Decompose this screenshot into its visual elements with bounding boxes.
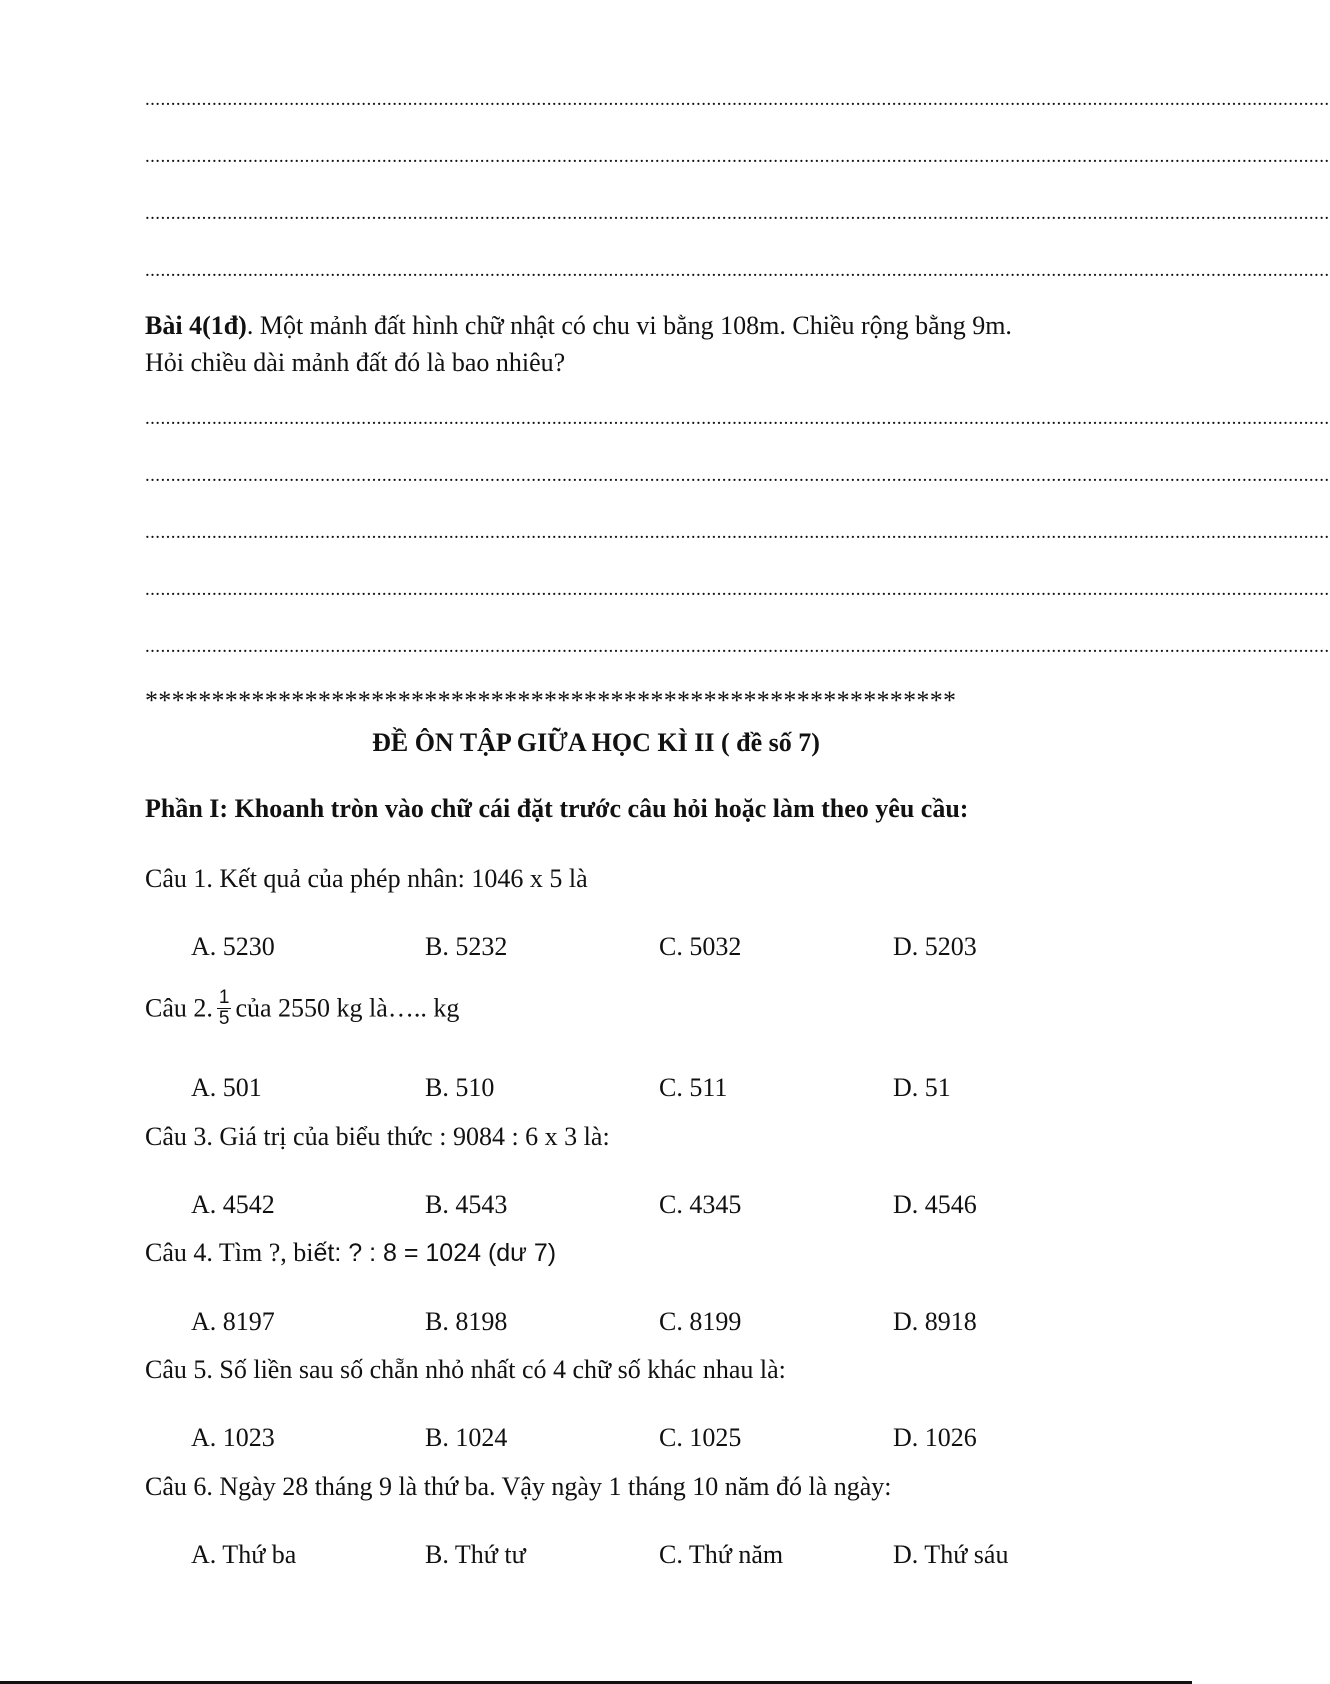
option-3c[interactable]: C. 4345 (659, 1190, 742, 1219)
option-2b[interactable]: B. 510 (425, 1073, 495, 1102)
bai4-line2: Hỏi chiều dài mảnh đất đó là bao nhiêu? (145, 348, 566, 377)
answer-line: ...................................................................................................................................................................................................................................... (145, 89, 1330, 110)
answer-line: ...................................................................................................................................................................................................................................... (145, 579, 1330, 600)
answer-line: ...................................................................................................................................................................................................................................... (145, 636, 1330, 657)
answer-line: ...................................................................................................................................................................................................................................... (145, 465, 1330, 486)
option-4d[interactable]: D. 8918 (893, 1307, 977, 1336)
bai4-line1 (145, 307, 1012, 345)
option-3d[interactable]: D. 4546 (893, 1190, 977, 1219)
option-2d[interactable]: D. 51 (893, 1073, 951, 1102)
exam-title: ĐỀ ÔN TẬP GIỮA HỌC KÌ II ( đề số 7) (372, 728, 820, 757)
answer-line: ...................................................................................................................................................................................................................................... (145, 522, 1330, 543)
option-3b[interactable]: B. 4543 (425, 1190, 508, 1219)
section-heading: Phần I: Khoanh tròn vào chữ cái đặt trước câu hỏi hoặc làm theo yêu cầu: (145, 794, 969, 823)
option-2c[interactable]: C. 511 (659, 1073, 728, 1102)
option-3a[interactable]: A. 4542 (191, 1190, 275, 1219)
option-1b[interactable]: B. 5232 (425, 932, 508, 961)
option-1c[interactable]: C. 5032 (659, 932, 742, 961)
question-2-suffix: của 2550 kg là….. kg (235, 993, 460, 1023)
question-3: Câu 3. Giá trị của biểu thức : 9084 : 6 x 3 là: (145, 1122, 610, 1151)
question-5: Câu 5. Số liền sau số chẵn nhỏ nhất có 4 chữ số khác nhau là: (145, 1355, 786, 1384)
option-6b[interactable]: B. Thứ tư (425, 1540, 526, 1569)
option-5d[interactable]: D. 1026 (893, 1423, 977, 1452)
question-1: Câu 1. Kết quả của phép nhân: 1046 x 5 là (145, 864, 588, 893)
answer-line: ...................................................................................................................................................................................................................................... (145, 203, 1330, 224)
question-6: Câu 6. Ngày 28 tháng 9 là thứ ba. Vậy ngày 1 tháng 10 năm đó là ngày: (145, 1472, 892, 1501)
option-4c[interactable]: C. 8199 (659, 1307, 742, 1336)
option-4a[interactable]: A. 8197 (191, 1307, 275, 1336)
option-2a[interactable]: A. 501 (191, 1073, 262, 1102)
option-6c[interactable]: C. Thứ năm (659, 1540, 784, 1569)
answer-line: ...................................................................................................................................................................................................................................... (145, 260, 1330, 281)
question-4-suffix: ết: ? : 8 = 1024 (dư 7) (313, 1239, 557, 1267)
option-1a[interactable]: A. 5230 (191, 932, 275, 961)
option-5a[interactable]: A. 1023 (191, 1423, 275, 1452)
answer-line: ...................................................................................................................................................................................................................................... (145, 146, 1330, 167)
question-4-prefix: Câu 4. Tìm ?, bi (145, 1238, 314, 1267)
bai4-label: Bài 4(1đ) (145, 311, 247, 340)
fraction-denominator: 5 (218, 1008, 230, 1029)
option-6a[interactable]: A. Thứ ba (191, 1540, 297, 1569)
bai4-text-1: . Một mảnh đất hình chữ nhật có chu vi bằng 108m. Chiều rộng bằng 9m. (246, 311, 1012, 340)
option-5c[interactable]: C. 1025 (659, 1423, 742, 1452)
option-4b[interactable]: B. 8198 (425, 1307, 508, 1336)
question-2-prefix: Câu 2. (145, 993, 213, 1023)
fraction-one-fifth (217, 988, 232, 1029)
fraction-numerator: 1 (218, 987, 230, 1008)
option-1d[interactable]: D. 5203 (893, 932, 977, 961)
separator-stars: ************************************************************* (145, 686, 957, 715)
answer-line: ...................................................................................................................................................................................................................................... (145, 408, 1330, 429)
question-4 (145, 1236, 556, 1270)
question-2 (145, 987, 460, 1031)
option-6d[interactable]: D. Thứ sáu (893, 1540, 1009, 1569)
option-5b[interactable]: B. 1024 (425, 1423, 508, 1452)
